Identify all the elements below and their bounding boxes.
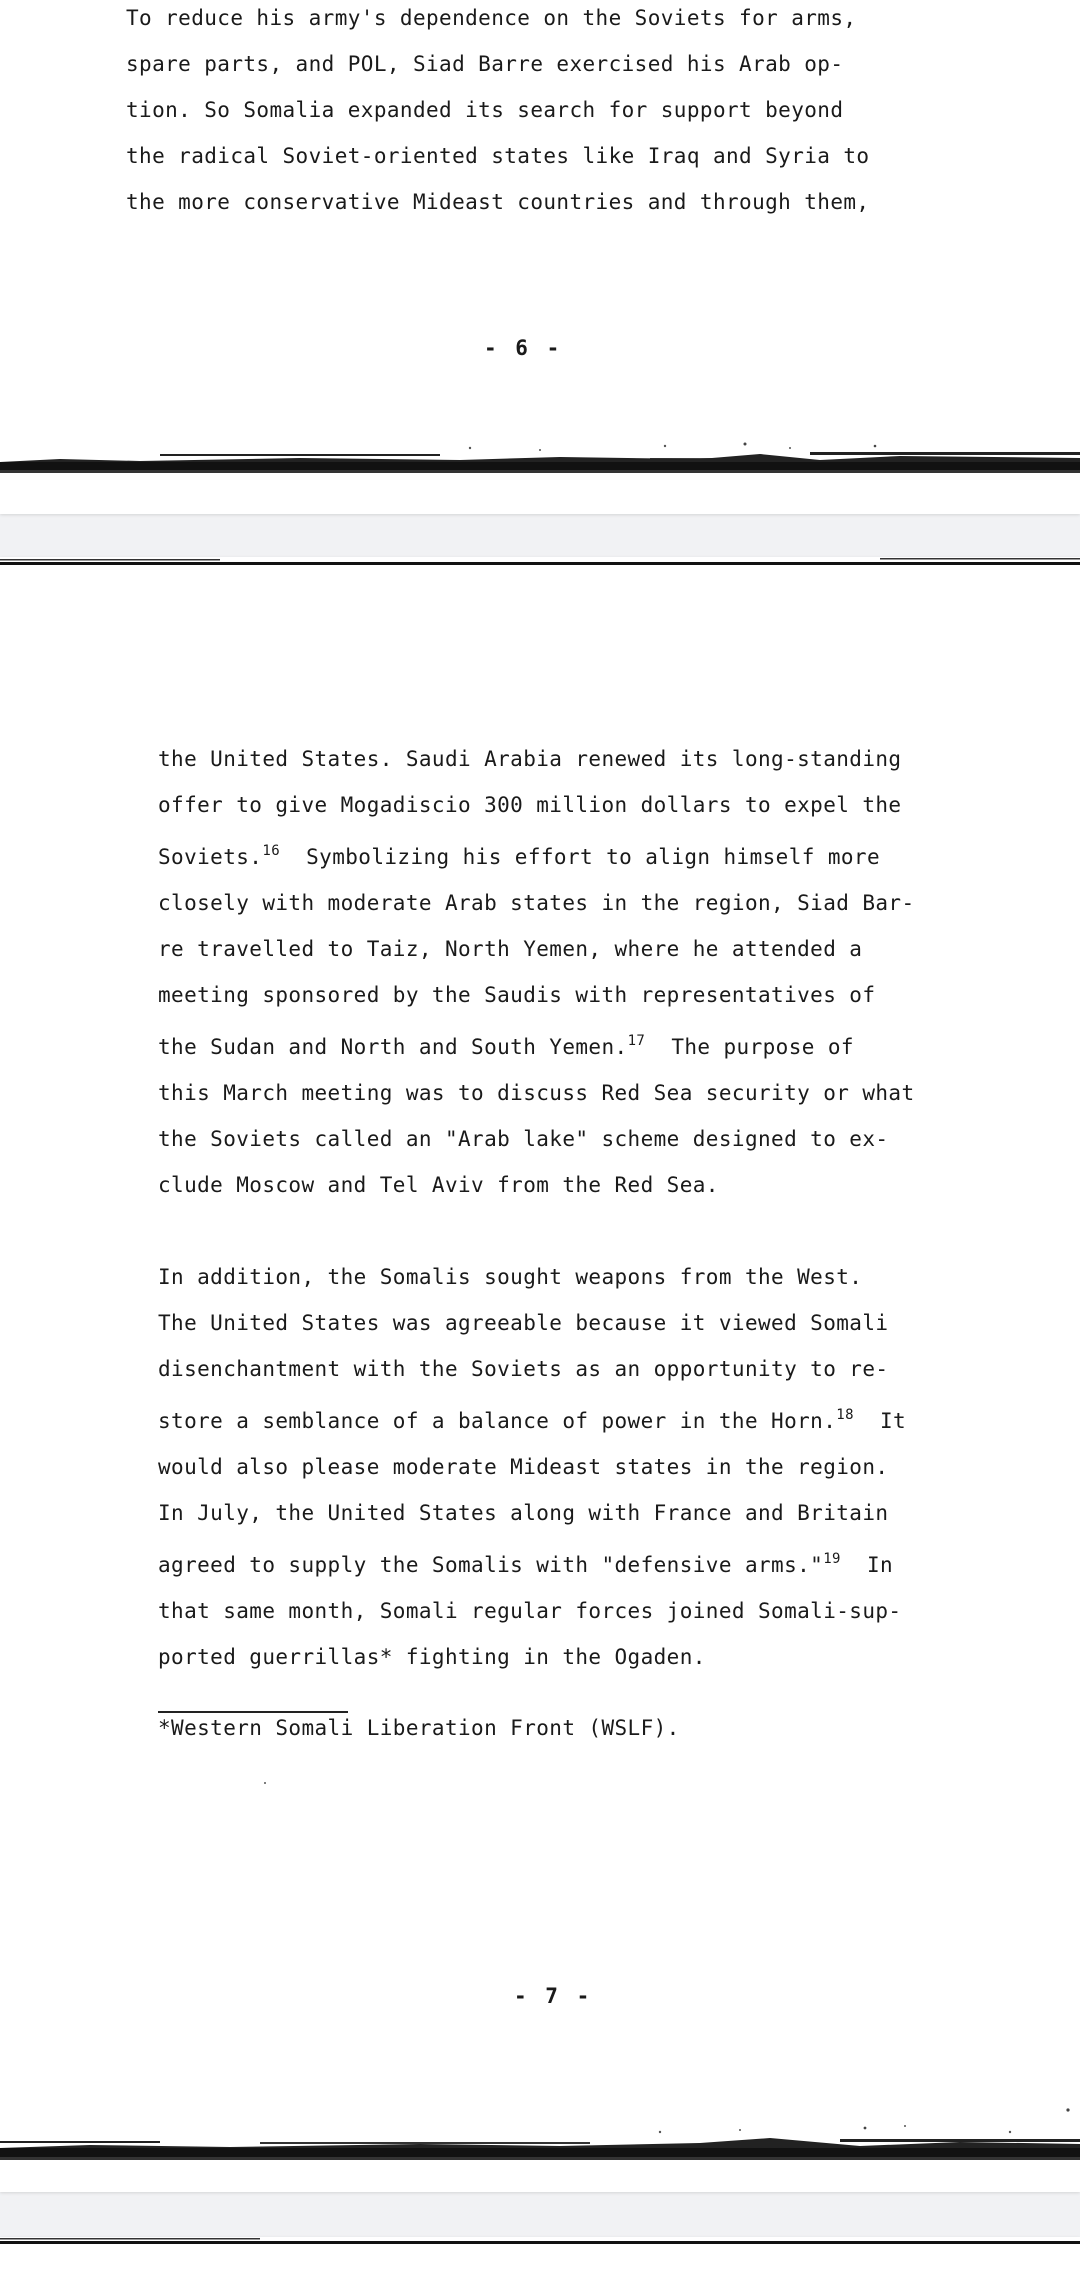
text-line: To reduce his army's dependence on the Soviets for arms, <box>126 6 857 30</box>
text-span: the Sudan and North and South Yemen. <box>158 1035 628 1059</box>
document-page-8 <box>0 2237 1080 2280</box>
text-span: Symbolizing his effort to align himself more <box>280 845 881 869</box>
document-page-7 <box>0 557 1080 2192</box>
footnote-ref-17: 17 <box>627 1033 646 1049</box>
text-line <box>158 843 880 871</box>
text-span: The purpose of <box>645 1035 854 1059</box>
text-line: would also please moderate Mideast states in the region. <box>158 1455 889 1479</box>
text-span: In <box>840 1553 894 1577</box>
text-line: spare parts, and POL, Siad Barre exercised his Arab op- <box>126 52 844 76</box>
page-number: - 6 - <box>484 336 563 360</box>
scan-top-edge <box>0 2237 1080 2257</box>
text-line <box>158 1407 906 1435</box>
text-line: ported guerrillas* fighting in the Ogaden. <box>158 1645 706 1669</box>
text-line: closely with moderate Arab states in the region, Siad Bar- <box>158 891 915 915</box>
text-line: the radical Soviet-oriented states like Iraq and Syria to <box>126 144 870 168</box>
scan-speck <box>264 1782 266 1784</box>
text-line: the more conservative Mideast countries and through them, <box>126 190 870 214</box>
text-span: store a semblance of a balance of power in the Horn. <box>158 1409 837 1433</box>
page-number: - 7 - <box>514 1984 593 2008</box>
scan-bottom-edge <box>0 440 1080 500</box>
footnote-ref-16: 16 <box>262 843 281 859</box>
text-span: It <box>853 1409 907 1433</box>
footnote-ref-18: 18 <box>836 1407 854 1423</box>
text-line: The United States was agreeable because it viewed Somali <box>158 1311 889 1335</box>
text-line: clude Moscow and Tel Aviv from the Red Sea. <box>158 1173 719 1197</box>
text-line <box>158 1033 854 1061</box>
text-line: this March meeting was to discuss Red Sea security or what <box>158 1081 915 1105</box>
text-line: the Soviets called an "Arab lake" scheme designed to ex- <box>158 1127 889 1151</box>
document-page-6 <box>0 0 1080 514</box>
scan-bottom-edge <box>0 2102 1080 2182</box>
footnote-text: *Western Somali Liberation Front (WSLF). <box>158 1716 680 1740</box>
text-line: meeting sponsored by the Saudis with representatives of <box>158 983 876 1007</box>
text-line: offer to give Mogadiscio 300 million dollars to expel the <box>158 793 902 817</box>
text-line <box>158 1551 893 1579</box>
text-span: Soviets. <box>158 845 263 869</box>
text-line: that same month, Somali regular forces joined Somali-sup- <box>158 1599 902 1623</box>
text-line: re travelled to Taiz, North Yemen, where he attended a <box>158 937 863 961</box>
text-line: In addition, the Somalis sought weapons from the West. <box>158 1265 863 1289</box>
footnote-ref-19: 19 <box>823 1551 841 1567</box>
text-line: disenchantment with the Soviets as an opportunity to re- <box>158 1357 889 1381</box>
text-line: the United States. Saudi Arabia renewed its long-standing <box>158 747 902 771</box>
text-line: In July, the United States along with France and Britain <box>158 1501 889 1525</box>
text-line: tion. So Somalia expanded its search for support beyond <box>126 98 844 122</box>
text-span: agreed to supply the Somalis with "defensive arms." <box>158 1553 824 1577</box>
footnote-divider <box>158 1711 348 1713</box>
scan-top-edge <box>0 557 1080 577</box>
